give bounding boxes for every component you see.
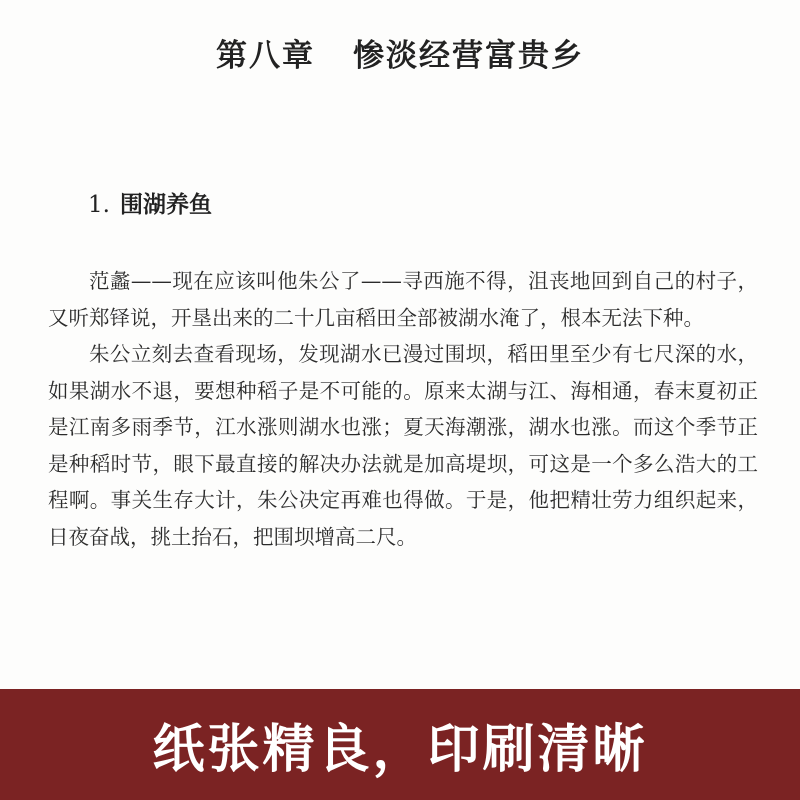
section-title: 围湖养鱼 [119, 191, 212, 218]
body-text [48, 263, 758, 555]
section-index: 1. [88, 192, 110, 218]
section-heading [88, 186, 212, 219]
chapter-title [0, 30, 800, 75]
paragraph-2: 朱公立刻去查看现场，发现湖水已漫过围坝，稻田里至少有七尺深的水，如果湖水不退，要想种稻子是不可能的。原来太湖与江、海相通，春末夏初正是江南多雨季节，江水涨则湖水也涨；夏天海潮涨，湖水也涨。而这个季节正是种稻时节，眼下最直接的解决办法就是加高堤坝，可这是一个多么浩大的工程啊。事关生存大计，朱公决定再难也得做。于是，他把精壮劳力组织起来，日夜奋战，挑土抬石，把围坝增高二尺。 [48, 342, 758, 549]
banner-text: 纸张精良，印刷清晰 [152, 720, 648, 780]
promo-banner [0, 689, 800, 800]
chapter-number: 第八章 [216, 38, 315, 74]
chapter-name: 惨淡经营富贵乡 [353, 38, 584, 74]
paragraph-1: 范蠡——现在应该叫他朱公了——寻西施不得，沮丧地回到自己的村子，又听郑铎说，开垦出来的二十几亩稻田全部被湖水淹了，根本无法下种。 [48, 269, 758, 330]
